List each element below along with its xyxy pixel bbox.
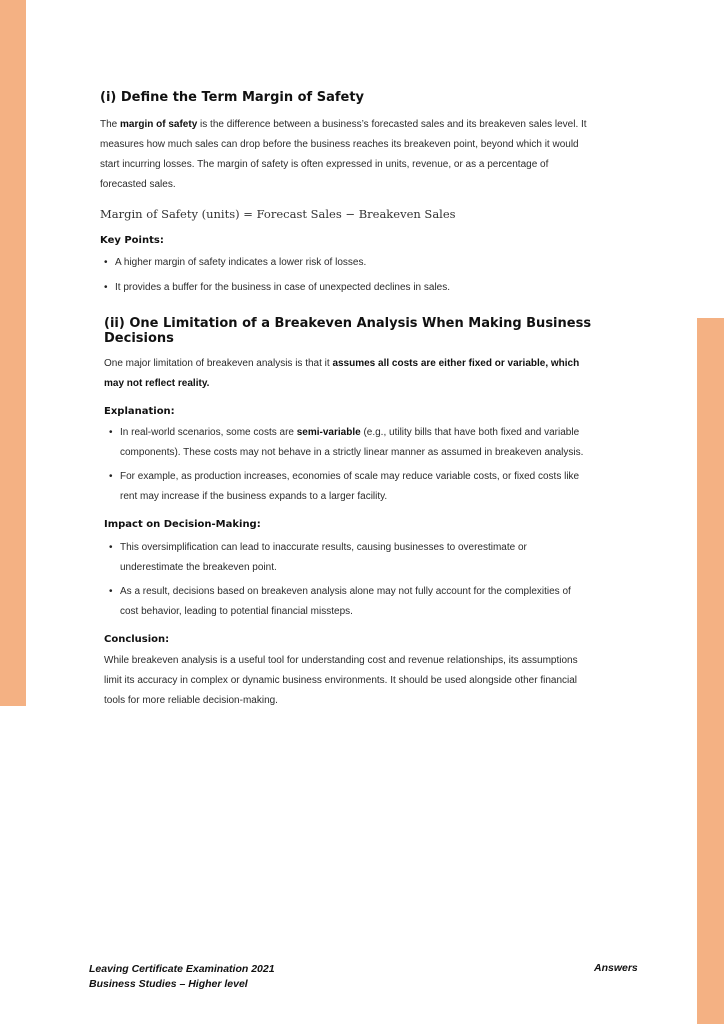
footer-exam-info [89, 962, 275, 992]
explanation-heading: Explanation: [104, 406, 175, 417]
answer-content [100, 90, 620, 711]
margin-of-safety-formula: Margin of Safety (units) = Forecast Sales − Breakeven Sales [100, 207, 456, 221]
explanation-text: rent may increase if the business expands to a larger facility. [120, 491, 388, 502]
explanation-text: For example, as production increases, economies of scale may reduce variable costs, or fixed costs like [120, 471, 580, 482]
key-points-list [100, 253, 620, 298]
definition-paragraph [100, 115, 620, 195]
list-item [120, 582, 620, 622]
definition-text: The [100, 119, 121, 130]
impact-text: As a result, decisions based on breakeven analysis alone may not fully account for the complexities of [120, 586, 571, 597]
footer-answers-label: Answers [594, 962, 638, 974]
impact-list [100, 538, 620, 622]
list-item [120, 538, 620, 578]
definition-text: is the difference between a business’s forecasted sales and its breakeven sales level. It [197, 119, 587, 130]
conclusion-paragraph [104, 651, 620, 711]
conclusion-text: limit its accuracy in complex or dynamic business environments. It should be used alongside other financial [104, 675, 578, 686]
explanation-text: In real-world scenarios, some costs are [120, 427, 297, 438]
intro-emphasis: may not reflect reality. [104, 378, 210, 389]
list-item [120, 423, 620, 463]
list-item [120, 467, 620, 507]
explanation-text: components). These costs may not behave in a strictly linear manner as assumed in breakeven analysis. [120, 447, 584, 458]
intro-emphasis: assumes all costs are either fixed or variable, which [332, 358, 580, 369]
right-accent-bar [697, 318, 724, 1024]
definition-text: forecasted sales. [100, 179, 176, 190]
explanation-list [100, 423, 620, 507]
definition-text: start incurring losses. The margin of safety is often expressed in units, revenue, or as a percentage of [100, 159, 549, 170]
intro-text: One major limitation of breakeven analysis is that it [104, 358, 333, 369]
semi-variable-term: semi-variable [296, 427, 361, 438]
footer-exam-title: Leaving Certificate Examination 2021 [89, 963, 275, 975]
impact-heading: Impact on Decision-Making: [104, 519, 261, 530]
conclusion-text: tools for more reliable decision-making. [104, 695, 278, 706]
conclusion-text: While breakeven analysis is a useful tool for understanding cost and revenue relationships, its assumptions [104, 655, 578, 666]
definition-term: margin of safety [120, 119, 198, 130]
impact-text: This oversimplification can lead to inaccurate results, causing businesses to overestimate or [120, 542, 527, 553]
explanation-text: (e.g., utility bills that have both fixed and variable [360, 427, 580, 438]
left-accent-bar [0, 0, 26, 706]
section-heading-margin-of-safety: (i) Define the Term Margin of Safety [100, 90, 365, 105]
section-heading-limitation: (ii) One Limitation of a Breakeven Analysis When Making Business Decisions [104, 316, 592, 346]
definition-text: measures how much sales can drop before the business reaches its breakeven point, beyond which it would [100, 139, 579, 150]
conclusion-heading: Conclusion: [104, 634, 170, 645]
key-points-heading: Key Points: [100, 235, 164, 246]
impact-text: underestimate the breakeven point. [120, 562, 277, 573]
list-item: • It provides a buffer for the business in case of unexpected declines in sales. [115, 278, 620, 298]
footer-subject: Business Studies – Higher level [89, 978, 248, 990]
limitation-intro [104, 354, 620, 394]
list-item: • A higher margin of safety indicates a lower risk of losses. [115, 253, 620, 273]
impact-text: cost behavior, leading to potential financial missteps. [120, 606, 353, 617]
